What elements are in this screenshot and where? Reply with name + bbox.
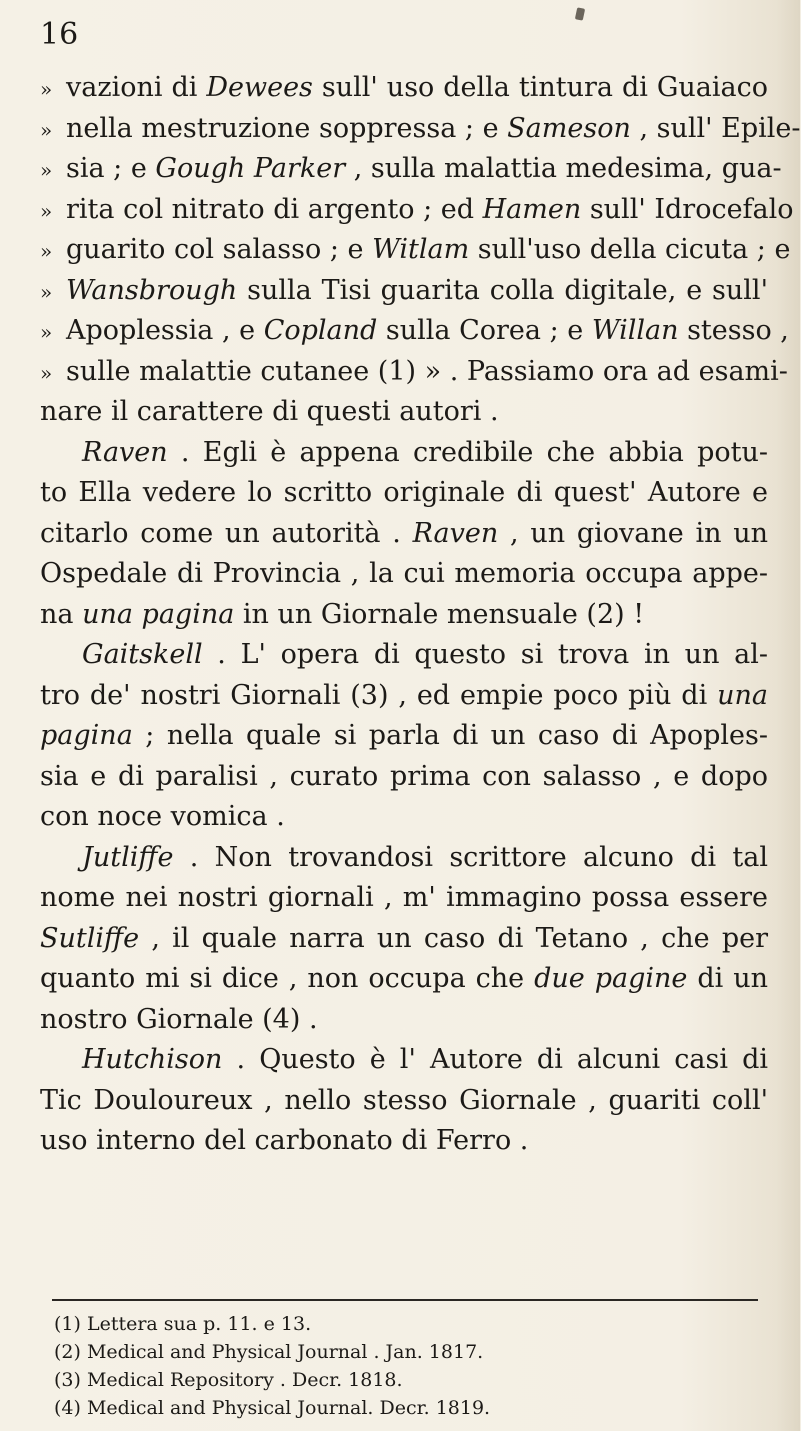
footnote: (4) Medical and Physical Journal. Decr. 1819. [54, 1397, 491, 1419]
author-name: Hutchison [82, 1044, 223, 1075]
author-name: Hamen [482, 193, 582, 225]
text-line: tro de' nostri Giornali (3) , ed empie poco più di una [40, 679, 768, 711]
text-line: » sulle malattie cutanee (1) » . Passiamo ora ad esami- [40, 355, 788, 387]
text-line: Hutchison . Questo è l' Autore di alcuni casi di [82, 1044, 768, 1075]
text-line: pagina ; nella quale si parla di un caso di Apoples- [40, 720, 768, 751]
author-name: Raven [82, 436, 168, 468]
text-line: » vazioni di Dewees sull' uso della tintura di Guaiaco [40, 72, 769, 103]
footnote: (3) Medical Repository . Decr. 1818. [54, 1369, 403, 1391]
text-line: nostro Giornale (4) . [40, 1003, 318, 1035]
text-line: Sutliffe , il quale narra un caso di Tetano , che per [40, 922, 768, 954]
text-line: na una pagina in un Giornale mensuale (2) ! [40, 598, 645, 630]
text-line: uso interno del carbonato di Ferro . [40, 1125, 529, 1156]
author-name: Jutliffe [82, 841, 174, 873]
text-line: Raven . Egli è appena credibile che abbia potu- [82, 436, 768, 468]
text-line: » sia ; e Gough Parker , sulla malattia medesima, gua- [40, 153, 782, 184]
author-name: Gough Parker [155, 153, 346, 184]
ink-speck [575, 7, 585, 20]
author-name: Witlam [372, 234, 470, 265]
text-line: to Ella vedere lo scritto originale di quest' Autore e [40, 477, 768, 508]
author-name: Copland [263, 315, 378, 346]
author-name: Willan [591, 315, 679, 346]
footnote: (2) Medical and Physical Journal . Jan. 1817. [54, 1341, 484, 1363]
author-name: Gaitskell [82, 639, 203, 670]
body-text [40, 68, 801, 1162]
text-line: Gaitskell . L' opera di questo si trova in un al- [82, 639, 768, 670]
author-name: Sutliffe [40, 922, 140, 954]
text-line: Tic Douloureux , nello stesso Giornale , guariti coll' [40, 1084, 768, 1116]
text-line: nome nei nostri giornali , m' immagino possa essere [40, 882, 768, 913]
text-line: citarlo come un autorità . Raven , un giovane in un [40, 517, 768, 549]
text-line: » Apoplessia , e Copland sulla Corea ; e Willan stesso , [40, 315, 789, 346]
footnote-divider [52, 1299, 758, 1301]
text-line: quanto mi si dice , non occupa che due pagine di un [40, 963, 768, 994]
author-name: Raven [412, 517, 499, 549]
text-line: sia e di paralisi , curato prima con salasso , e dopo [40, 760, 768, 792]
author-name: Wansbrough [66, 274, 238, 306]
text-line: Ospedale di Provincia , la cui memoria occupa appe- [40, 558, 768, 589]
text-line: » nella mestruzione soppressa ; e Sameson , sull' Epile- [40, 112, 801, 144]
text-line: nare il carattere di questi autori . [40, 396, 499, 427]
author-name: Sameson [507, 112, 631, 144]
text-line: » Wansbrough sulla Tisi guarita colla digitale, e sull' [40, 274, 768, 306]
text-line: » rita col nitrato di argento ; ed Hamen sull' Idrocefalo [40, 193, 794, 225]
author-name: Dewees [206, 72, 313, 103]
footnotes [52, 1310, 772, 1422]
text-line: Jutliffe . Non trovandosi scrittore alcuno di tal [82, 841, 768, 873]
footnote: (1) Lettera sua p. 11. e 13. [54, 1313, 312, 1335]
text-line: con noce vomica . [40, 801, 285, 832]
page-number: 16 [40, 17, 79, 52]
text-line: » guarito col salasso ; e Witlam sull'uso della cicuta ; e [40, 234, 791, 265]
